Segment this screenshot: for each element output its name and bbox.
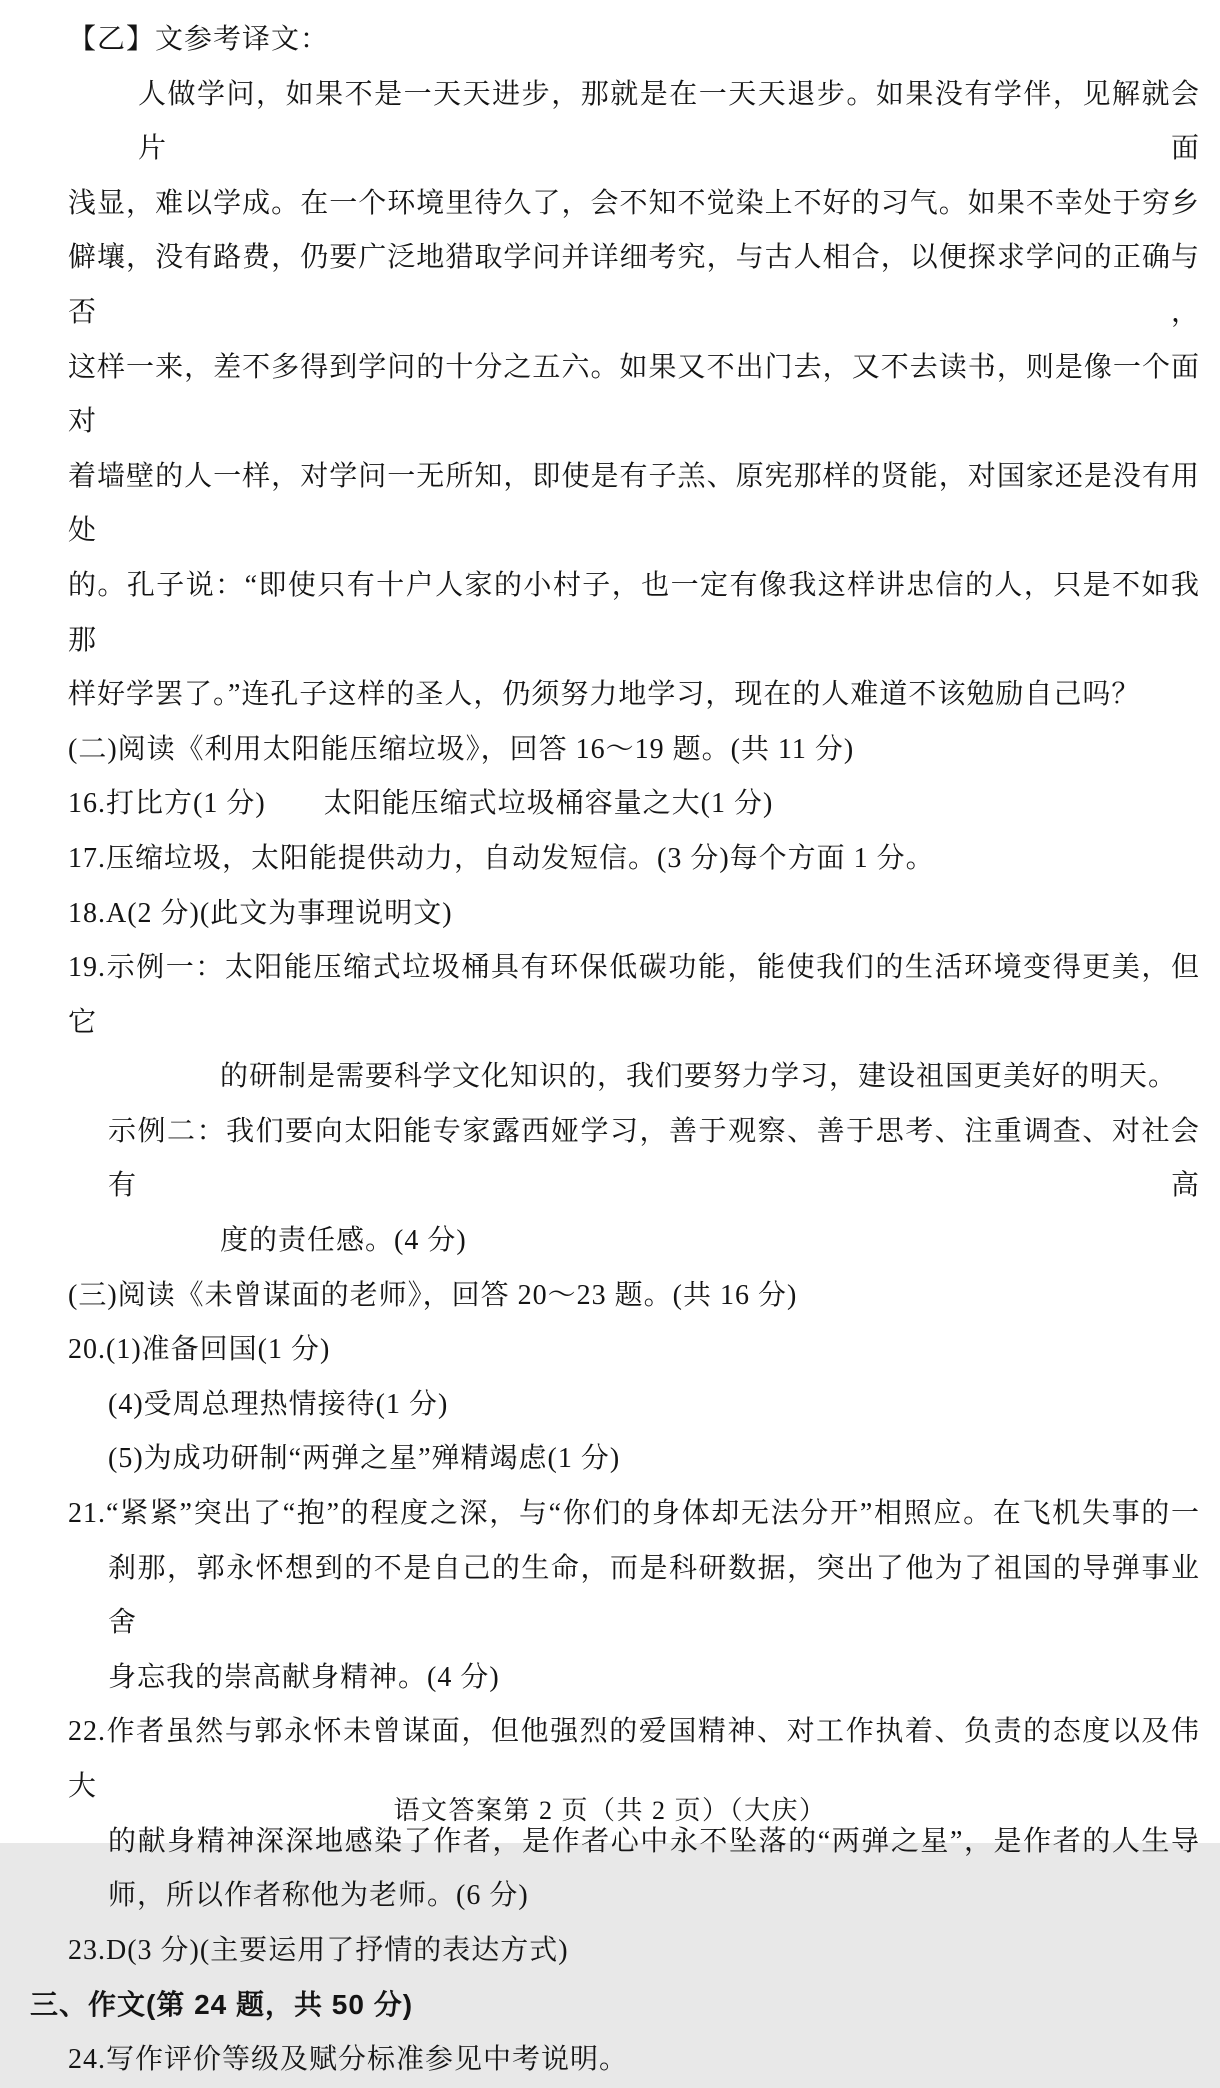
- answer-line-21-continued: 刹那，郭永怀想到的不是自己的生命，而是科研数据，突出了他为了祖国的导弹事业舍: [108, 1552, 1200, 1639]
- answer-line-21-continued: 身忘我的崇高献身精神。(4 分): [108, 1661, 500, 1693]
- answer-line-20-continued: (5)为成功研制“两弹之星”殚精竭虑(1 分): [108, 1443, 621, 1475]
- composition-section-heading: 三、作文(第 24 题，共 50 分): [30, 1989, 414, 2021]
- translation-line: 人做学问，如果不是一天天进步，那就是在一天天退步。如果没有学伴，见解就会片面: [138, 78, 1200, 165]
- answer-body: [0, 13, 1220, 2088]
- translation-line: 浅显，难以学成。在一个环境里待久了，会不知不觉染上不好的习气。如果不幸处于穷乡: [68, 187, 1200, 219]
- answer-line-23: 23.D(3 分)(主要运用了抒情的表达方式): [68, 1934, 569, 1966]
- answer-line-16: 16.打比方(1 分) 太阳能压缩式垃圾桶容量之大(1 分): [68, 788, 774, 820]
- answer-line-18: 18.A(2 分)(此文为事理说明文): [68, 897, 453, 929]
- answer-line-22-continued: 师，所以作者称他为老师。(6 分): [108, 1880, 529, 1912]
- translation-line: 僻壤，没有路费，仍要广泛地猎取学问并详细考究，与古人相合，以便探求学问的正确与否，: [68, 242, 1200, 328]
- section-2-heading: (二)阅读《利用太阳能压缩垃圾》，回答 16～19 题。(共 11 分): [68, 733, 855, 765]
- translation-line: 样好学罢了。”连孔子这样的圣人，仍须努力地学习，现在的人难道不该勉励自己吗？: [68, 679, 1141, 711]
- answer-line-17: 17.压缩垃圾，太阳能提供动力，自动发短信。(3 分)每个方面 1 分。: [68, 842, 935, 874]
- translation-heading: 【乙】文参考译文：: [68, 24, 330, 55]
- answer-line-22: 22.作者虽然与郭永怀未曾谋面，但他强烈的爱国精神、对工作执着、负责的态度以及伟大: [68, 1716, 1200, 1802]
- answer-line-21: 21.“紧紧”突出了“抱”的程度之深，与“你们的身体却无法分开”相照应。在飞机失事的一: [68, 1498, 1200, 1530]
- answer-line-19-continued: 度的责任感。(4 分): [220, 1225, 467, 1257]
- answer-line-24: 24.写作评价等级及赋分标准参见中考说明。: [68, 2043, 629, 2075]
- answer-line-20-continued: (4)受周总理热情接待(1 分): [108, 1388, 449, 1420]
- answer-line-19-continued: 的研制是需要科学文化知识的，我们要努力学习，建设祖国更美好的明天。: [220, 1061, 1178, 1093]
- answer-line-22-continued: 的献身精神深深地感染了作者，是作者心中永不坠落的“两弹之星”，是作者的人生导: [108, 1825, 1200, 1857]
- translation-line: 这样一来，差不多得到学问的十分之五六。如果又不出门去，又不去读书，则是像一个面对: [68, 351, 1200, 438]
- page-footer: 语文答案第 2 页（共 2 页）（大庆）: [393, 1796, 827, 1825]
- translation-line: 的。孔子说：“即使只有十户人家的小村子，也一定有像我这样讲忠信的人，只是不如我那: [68, 569, 1200, 656]
- translation-line: 着墙壁的人一样，对学问一无所知，即使是有子羔、原宪那样的贤能，对国家还是没有用处: [68, 460, 1200, 547]
- answer-line-19-example-2: 示例二：我们要向太阳能专家露西娅学习，善于观察、善于思考、注重调查、对社会有高: [108, 1115, 1200, 1202]
- section-3-heading: (三)阅读《未曾谋面的老师》，回答 20～23 题。(共 16 分): [68, 1279, 798, 1311]
- answer-line-19: 19.示例一：太阳能压缩式垃圾桶具有环保低碳功能，能使我们的生活环境变得更美，但它: [68, 952, 1200, 1038]
- answer-line-20: 20.(1)准备回国(1 分): [68, 1334, 331, 1366]
